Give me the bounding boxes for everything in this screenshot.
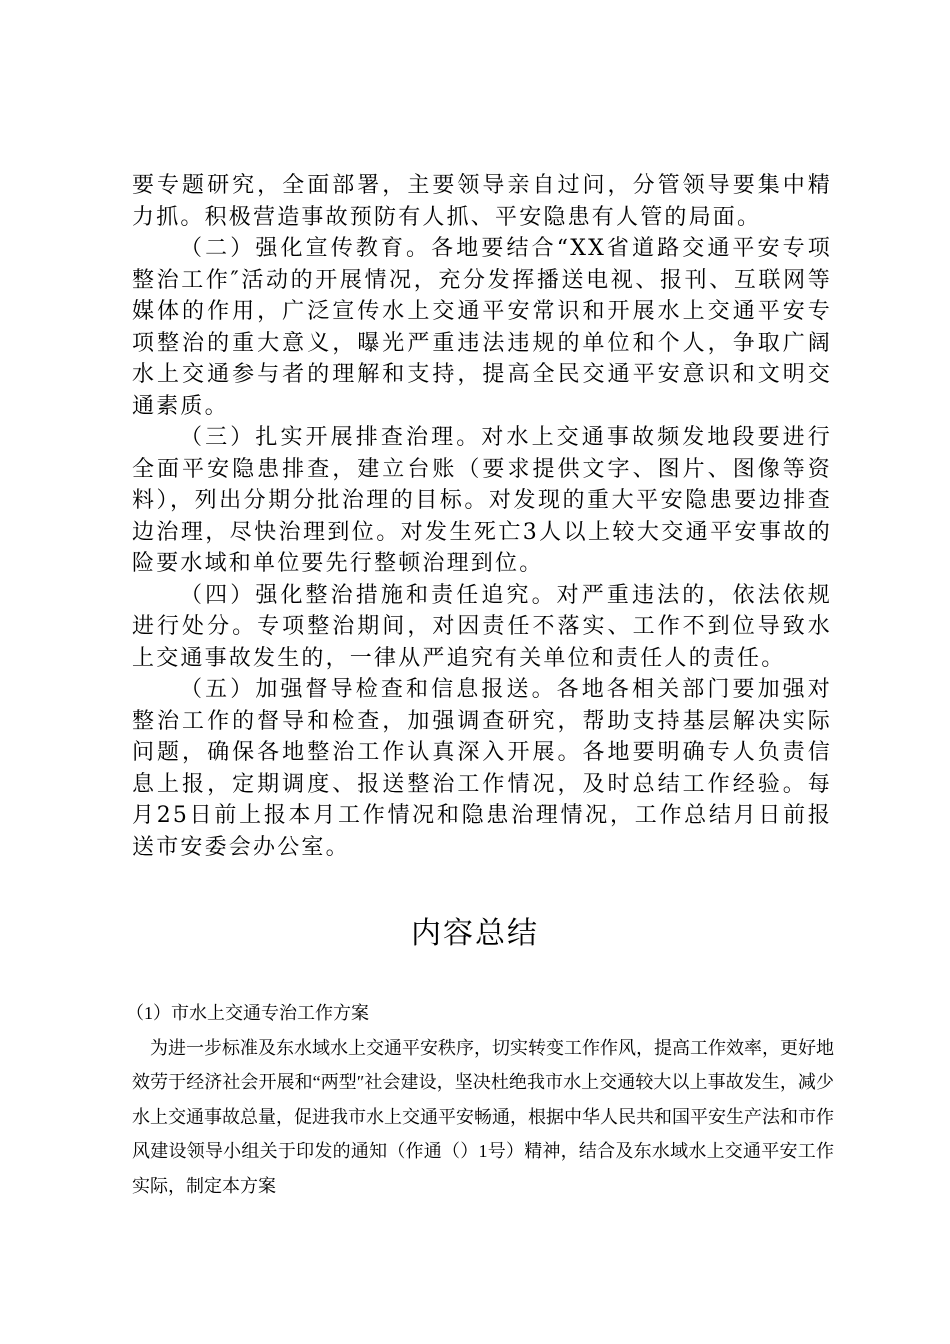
document-body	[132, 170, 832, 863]
summary-title: 内容总结	[411, 917, 539, 950]
paragraph-hazard-inspection: （三）扎实开展排查治理。对水上交通事故频发地段要进行全面平安隐患排查，建立台账（要求提供文字、图片、图像等资料），列出分期分批治理的目标。对发现的重大平安隐患要边排查边治理，尽快治理到位。对发生死亡3人以上较大交通平安事故的险要水域和单位要先行整顿治理到位。	[132, 425, 832, 576]
paragraph-continuation: 要专题研究，全面部署，主要领导亲自过问，分管领导要集中精力抓。积极营造事故预防有人抓、平安隐患有人管的局面。	[132, 173, 832, 230]
summary-paragraph: 为进一步标准及东水域水上交通平安秩序，切实转变工作作风，提高工作效率，更好地效劳于经济社会开展和“两型″社会建设，坚决杜绝我市水上交通较大以上事故发生，减少水上交通事故总量，促进我市水上交通平安畅通，根据中华人民共和国平安生产法和市作风建设领导小组关于印发的通知（作通（）1号）精神，结合及东水域水上交通平安工作实际，制定本方案	[132, 1037, 834, 1196]
summary-heading: （1）市水上交通专治工作方案	[126, 1003, 369, 1023]
paragraph-publicity-education: （二）强化宣传教育。各地要结合“XX省道路交通平安专项整治工作″活动的开展情况，充分发挥播送电视、报刊、互联网等媒体的作用，广泛宣传水上交通平安常识和开展水上交通平安专项整治的重大意义，曝光严重违法违规的单位和个人，争取广阔水上交通参与者的理解和支持，提高全民交通平安意识和文明交通素质。	[132, 236, 832, 419]
paragraph-accountability: （四）强化整治措施和责任追究。对严重违法的，依法依规进行处分。专项整治期间，对因责任不落实、工作不到位导致水上交通事故发生的，一律从严追究有关单位和责任人的责任。	[132, 582, 832, 671]
paragraph-supervision-reporting: （五）加强督导检查和信息报送。各地各相关部门要加强对整治工作的督导和检查，加强调查研究，帮助支持基层解决实际问题，确保各地整治工作认真深入开展。各地要明确专人负责信息上报，定期调度、报送整治工作情况，及时总结工作经验。每月25日前上报本月工作情况和隐患治理情况，工作总结月日前报送市安委会办公室。	[132, 677, 832, 860]
summary-section	[126, 996, 834, 1204]
